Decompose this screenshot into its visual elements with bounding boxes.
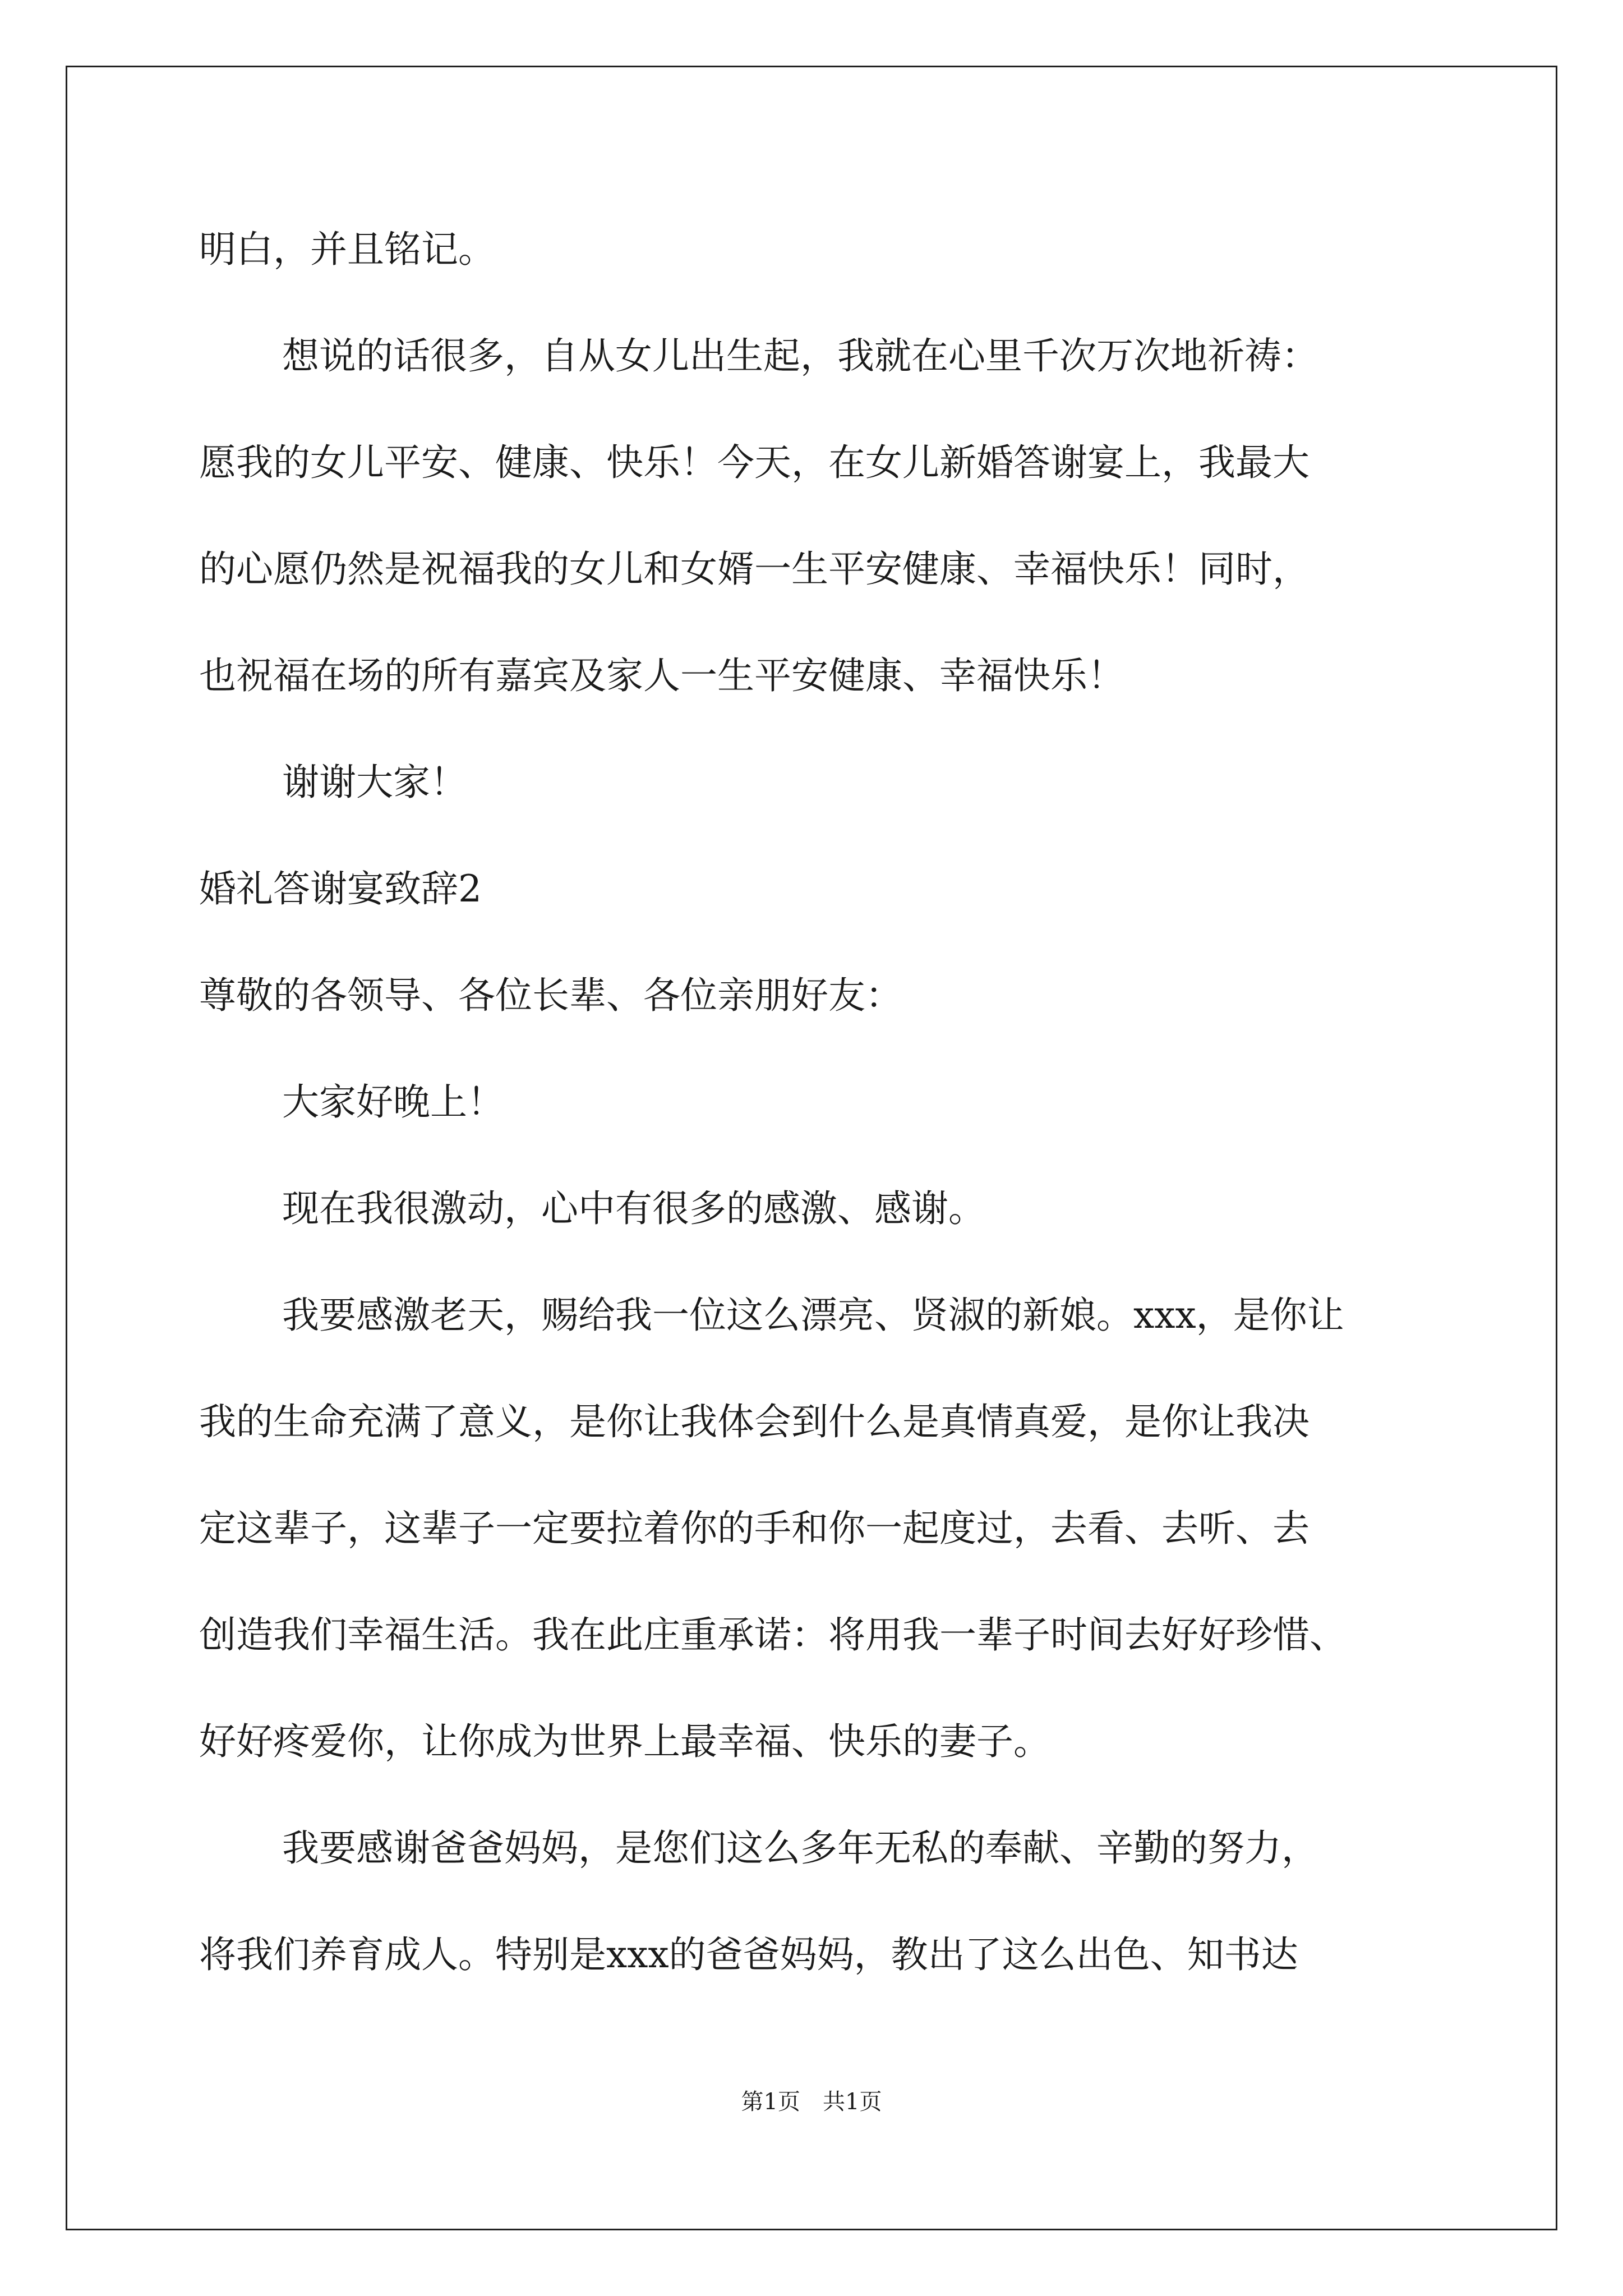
text-line: 好好疼爱你，让你成为世界上最幸福、快乐的妻子。 [199, 1720, 1050, 1763]
text-line: 明白，并且铭记。 [199, 228, 495, 271]
page-footer [0, 2085, 1623, 2119]
text-line: 我要感激老天，赐给我一位这么漂亮、贤淑的新娘。xxx，是你让 [282, 1294, 1344, 1337]
text-line: 大家好晚上！ [282, 1080, 504, 1124]
section-heading: 婚礼答谢宴致辞2 [199, 867, 482, 910]
text-line: 愿我的女儿平安、健康、快乐！今天，在女儿新婚答谢宴上，我最大 [199, 441, 1310, 484]
text-line: 谢谢大家！ [282, 761, 467, 804]
text-line: 定这辈子，这辈子一定要拉着你的手和你一起度过，去看、去听、去 [199, 1507, 1310, 1550]
page-total: 共1页 [823, 2089, 882, 2115]
text-line: 将我们养育成人。特别是xxx的爸爸妈妈，教出了这么出色、知书达 [199, 1933, 1298, 1976]
text-line: 现在我很激动，心中有很多的感激、感谢。 [282, 1187, 985, 1230]
text-line: 创造我们幸福生活。我在此庄重承诺：将用我一辈子时间去好好珍惜、 [199, 1613, 1347, 1657]
text-line: 我的生命充满了意义，是你让我体会到什么是真情真爱，是你让我决 [199, 1400, 1310, 1443]
text-line: 尊敬的各领导、各位长辈、各位亲朋好友： [199, 974, 902, 1017]
text-line: 的心愿仍然是祝福我的女儿和女婿一生平安健康、幸福快乐！同时， [199, 547, 1310, 591]
page-border [66, 66, 1557, 2230]
text-line: 想说的话很多，自从女儿出生起，我就在心里千次万次地祈祷： [282, 334, 1318, 378]
text-line: 也祝福在场的所有嘉宾及家人一生平安健康、幸福快乐！ [199, 654, 1124, 697]
page-number: 第1页 [741, 2089, 800, 2115]
text-line: 我要感谢爸爸妈妈，是您们这么多年无私的奉献、辛勤的努力， [282, 1826, 1318, 1870]
